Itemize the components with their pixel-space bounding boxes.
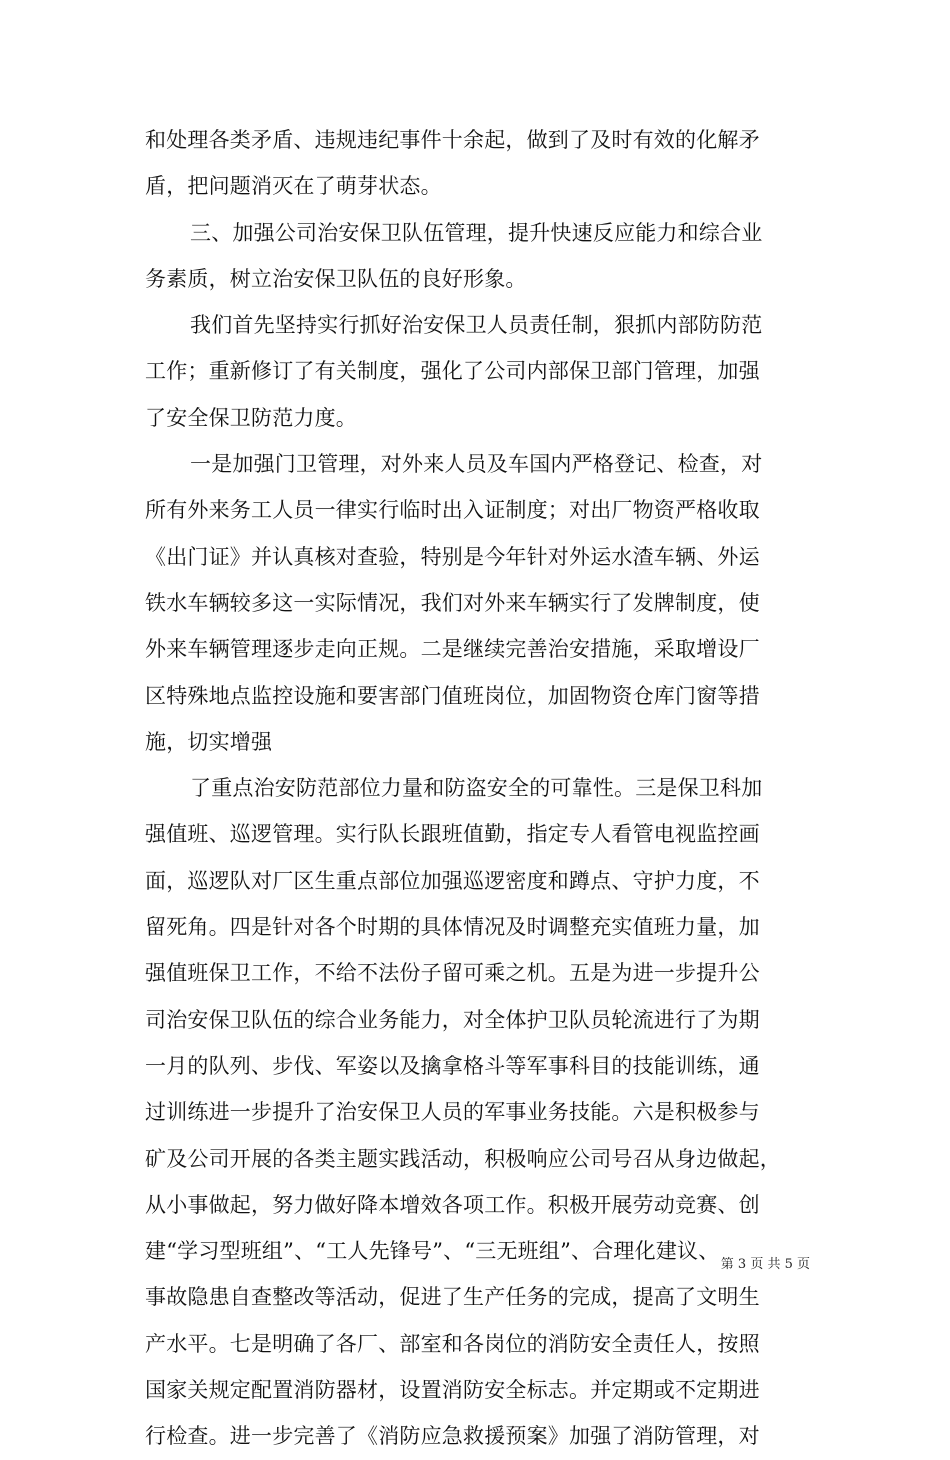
- text-line: 产水平。七是明确了各厂、部室和各岗位的消防安全责任人，按照: [145, 1331, 760, 1356]
- text-line: 和处理各类矛盾、违规违纪事件十余起，做到了及时有效的化解矛: [145, 128, 760, 152]
- text-line: 务素质，树立治安保卫队伍的良好形象。: [145, 266, 527, 291]
- text-line: 行检查。进一步完善了《消防应急救援预案》加强了消防管理，对: [145, 1424, 760, 1449]
- text-line: 《出门证》并认真核对查验，特别是今年针对外运水渣车辆、外运: [145, 544, 760, 569]
- text-line: 强值班、巡逻管理。实行队长跟班值勤，指定专人看管电视监控画: [145, 822, 760, 847]
- text-line: 一是加强门卫管理，对外来人员及车国内严格登记、检查，对: [190, 452, 763, 477]
- text-line: 强值班保卫工作，不给不法份子留可乘之机。五是为进一步提升公: [145, 961, 760, 986]
- text-line: 了安全保卫防范力度。: [145, 405, 357, 430]
- text-line: 国家关规定配置消防器材，设置消防安全标志。并定期或不定期进: [145, 1378, 760, 1403]
- text-line: 留死角。四是针对各个时期的具体情况及时调整充实值班力量，加: [145, 915, 760, 940]
- text-line: 矿及公司开展的各类主题实践活动，积极响应公司号召从身边做起，: [145, 1146, 781, 1171]
- text-line: 一月的队列、步伐、军姿以及擒拿格斗等军事科目的技能训练，通: [145, 1053, 760, 1078]
- text-line: 了重点治安防范部位力量和防盗安全的可靠性。三是保卫科加: [190, 776, 763, 801]
- text-line: 面，巡逻队对厂区生重点部位加强巡逻密度和蹲点、守护力度，不: [145, 868, 760, 893]
- text-line: 外来车辆管理逐步走向正规。二是继续完善治安措施，采取增设厂: [145, 637, 760, 662]
- text-line: 区特殊地点监控设施和要害部门值班岗位，加固物资仓库门窗等措: [145, 683, 760, 708]
- text-line: 工作；重新修订了有关制度，强化了公司内部保卫部门管理，加强: [145, 359, 760, 384]
- text-line: 盾，把问题消灭在了萌芽状态。: [145, 174, 442, 199]
- text-line: 铁水车辆较多这一实际情况，我们对外来车辆实行了发牌制度，使: [145, 590, 760, 615]
- text-line: 三、加强公司治安保卫队伍管理，提升快速反应能力和综合业: [190, 220, 763, 245]
- text-line: 事故隐患自查整改等活动，促进了生产任务的完成，提高了文明生: [145, 1285, 760, 1310]
- text-line: 施，切实增强: [145, 729, 273, 754]
- text-line: 我们首先坚持实行抓好治安保卫人员责任制，狠抓内部防防范: [190, 313, 763, 338]
- text-line: 建“学习型班组”、“工人先锋号”、“三无班组”、合理化建议、: [145, 1239, 720, 1264]
- page-number: 第 3 页 共 5 页: [720, 1257, 810, 1272]
- text-line: 司治安保卫队伍的综合业务能力，对全体护卫队员轮流进行了为期: [145, 1007, 760, 1032]
- text-line: 过训练进一步提升了治安保卫人员的军事业务技能。六是积极参与: [145, 1100, 760, 1125]
- text-line: 从小事做起，努力做好降本增效各项工作。积极开展劳动竞赛、创: [145, 1192, 760, 1217]
- text-line: 所有外来务工人员一律实行临时出入证制度；对出厂物资严格收取: [145, 498, 760, 523]
